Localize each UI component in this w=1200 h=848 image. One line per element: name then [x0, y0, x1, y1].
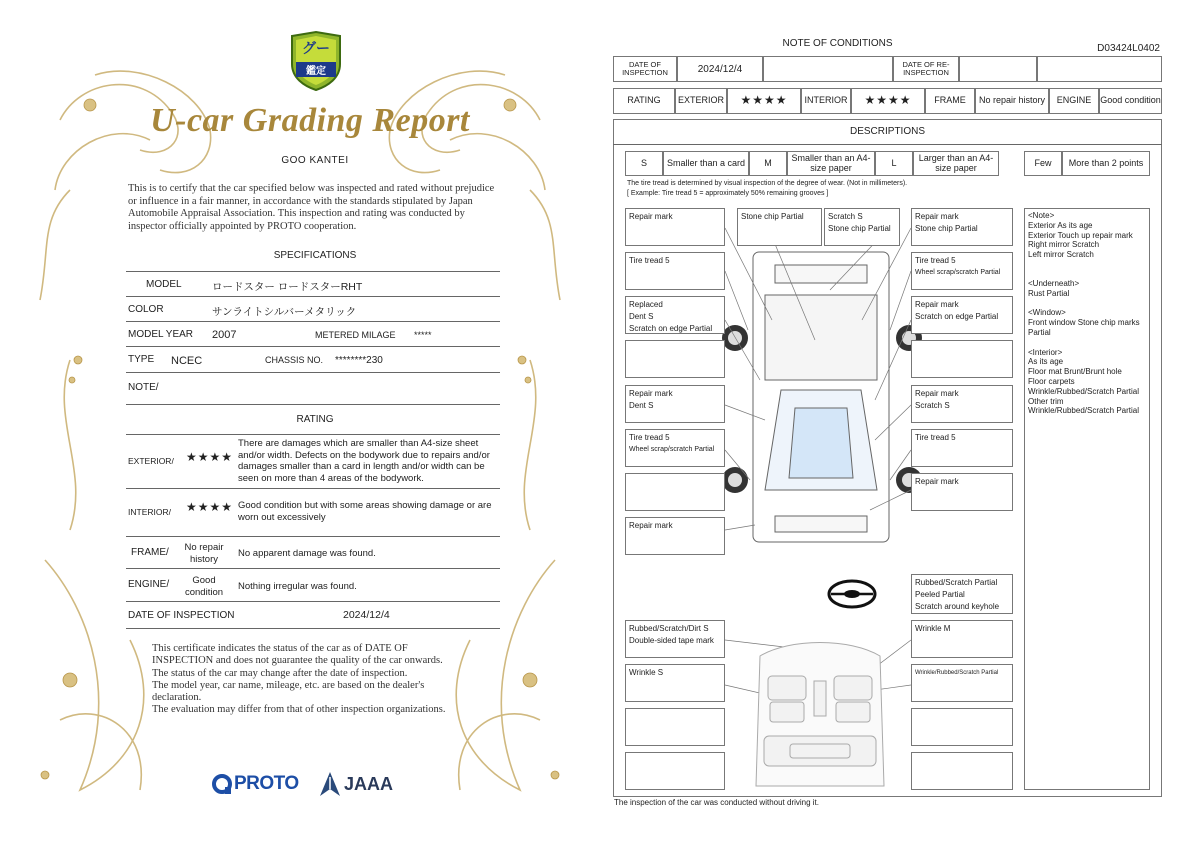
engine-value: Good condition	[1099, 88, 1162, 114]
date-of-inspection-value: 2024/12/4	[677, 56, 763, 82]
note-spacer	[1028, 338, 1146, 348]
repair-box-line: Tire tread 5	[629, 433, 670, 442]
badge-top-text: グー	[302, 40, 330, 56]
legend-key-s: S	[625, 151, 663, 176]
interior-box	[625, 708, 725, 746]
repair-box	[625, 252, 725, 290]
interior-box-line: Wrinkle/Rubbed/Scratch Partial	[915, 670, 999, 676]
note-of-conditions-title: NOTE OF CONDITIONS	[782, 38, 893, 49]
repair-box-line: Stone chip Partial	[741, 212, 804, 221]
date-of-inspection-value: 2024/12/4	[343, 609, 390, 621]
legend-value-l: Larger than an A4-size paper	[913, 151, 999, 176]
interior-description: Good condition but with some areas showing damage or are worn out excessively	[238, 500, 492, 523]
interior-box	[625, 664, 725, 702]
disclaimer-line: The evaluation may differ from that of other inspection organizations.	[152, 704, 446, 716]
color-value: サンライトシルバーメタリック	[212, 306, 357, 318]
repair-box-line: Repair mark	[915, 389, 959, 398]
chassis-value: ********230	[335, 355, 383, 366]
goo-kantei-badge	[288, 30, 344, 92]
repair-box-line: Repair mark	[915, 477, 959, 486]
interior-label: INTERIOR/	[128, 507, 171, 517]
repair-box	[911, 473, 1013, 511]
repair-box-line: Replaced	[629, 300, 663, 309]
interior-box	[911, 708, 1013, 746]
tire-example: [ Example: Tire tread 5 = approximately 50% remaining grooves ]	[627, 190, 829, 197]
repair-box-line: Dent S	[629, 312, 654, 321]
color-label: COLOR	[128, 304, 164, 315]
disclaimer-line: The model year, car name, mileage, etc. are based on the dealer's	[152, 679, 425, 691]
engine-description: Nothing irregular was found.	[238, 581, 357, 592]
note-label: NOTE/	[128, 382, 159, 393]
disclaimer-line: This certificate indicates the status of the car as of DATE OF	[152, 643, 408, 654]
repair-box-line: Tire tread 5	[915, 256, 956, 265]
interior-box	[911, 752, 1013, 790]
note-line: Other trim	[1028, 396, 1064, 406]
repair-box	[625, 340, 725, 378]
repair-box-line: Scratch on edge Partial	[915, 312, 999, 321]
repair-box-line: Scratch around keyhole	[915, 602, 1000, 611]
exterior-label: EXTERIOR	[675, 88, 727, 114]
note-line: Wrinkle/Rubbed/Scratch Partial	[1028, 386, 1140, 396]
frame-value: No repair history	[184, 542, 224, 565]
certification-text: This is to certify that the car specified below was inspected and rated without prejudice or influence in a fair manner, in accordance with the standards stipulated by Japan Automobile Appraisal Association. This inspection and rating was conducted by inspector officially appointed by PROTO cooperation.	[128, 183, 495, 232]
repair-box	[625, 517, 725, 555]
document-number: D03424L0402	[1097, 43, 1160, 54]
interior-box-line: Wrinkle M	[915, 624, 951, 633]
frame-label: FRAME/	[131, 547, 169, 558]
note-line: Front window Stone chip marks Partial	[1028, 318, 1140, 337]
interior-box	[911, 664, 1013, 702]
repair-box	[625, 429, 725, 467]
disclaimer-line: declaration.	[152, 692, 202, 704]
jaaa-logo-text: JAAA	[344, 773, 394, 794]
specifications-heading: SPECIFICATIONS	[273, 250, 357, 261]
repair-box	[911, 208, 1013, 246]
note-of-conditions	[600, 0, 1200, 848]
jaaa-logo	[318, 770, 398, 798]
note-line: Floor carpets	[1028, 376, 1075, 386]
note-line: Floor mat Brunt/Brunt hole	[1028, 367, 1122, 377]
engine-label: ENGINE/	[128, 579, 170, 590]
legend-key-l: L	[875, 151, 913, 176]
type-label: TYPE	[128, 354, 155, 365]
repair-box-line: Stone chip Partial	[915, 224, 978, 233]
note-line: <Underneath>	[1028, 278, 1080, 288]
disclaimer-line: The status of the car may change after the date of inspection.	[152, 667, 408, 679]
repair-box-line: Tire tread 5	[629, 256, 670, 265]
interior-box	[911, 620, 1013, 658]
repair-box-line: Repair mark	[629, 212, 673, 221]
badge-bottom-text: 鑑定	[296, 62, 336, 77]
repair-box	[625, 296, 725, 334]
repair-box	[911, 340, 1013, 378]
repair-box	[625, 385, 725, 423]
repair-box-line: Dent S	[629, 401, 654, 410]
legend-key-few: Few	[1024, 151, 1062, 176]
repair-box-line: Repair mark	[629, 521, 673, 530]
frame-description: No apparent damage was found.	[238, 548, 376, 559]
date-of-inspection-label: DATE OF INSPECTION	[128, 610, 235, 621]
repair-box	[625, 473, 725, 511]
note-line: Exterior Touch up repair mark	[1028, 230, 1133, 240]
note-line: <Window>	[1028, 308, 1066, 318]
legend-value-few: More than 2 points	[1062, 151, 1150, 176]
repair-box	[911, 252, 1013, 290]
repair-box-line: Peeled Partial	[915, 590, 965, 599]
interior-stars: ★★★★	[186, 500, 234, 514]
proto-logo-icon	[212, 773, 234, 795]
notes-panel	[1024, 208, 1150, 790]
note-line: Left mirror Scratch	[1028, 250, 1094, 260]
repair-box	[911, 574, 1013, 614]
mileage-label: METERED MILAGE	[315, 330, 396, 340]
model-label: MODEL	[146, 279, 182, 290]
note-line: <Interior>	[1028, 347, 1063, 357]
mileage-value: *****	[414, 330, 432, 340]
certificate-disclaimer	[152, 643, 482, 717]
date-of-inspection-label: DATE OF INSPECTION	[613, 56, 677, 82]
proto-logo	[212, 770, 312, 798]
legend-key-m: M	[749, 151, 787, 176]
repair-box-line: Repair mark	[629, 389, 673, 398]
interior-label: INTERIOR	[801, 88, 851, 114]
type-value: NCEC	[171, 355, 203, 367]
inspection-footer: The inspection of the car was conducted without driving it.	[614, 798, 819, 807]
repair-box	[911, 385, 1013, 423]
interior-box-line: Rubbed/Scratch/Dirt S	[629, 624, 709, 633]
exterior-stars: ★★★★	[186, 450, 234, 464]
jaaa-logo-icon	[318, 771, 342, 797]
tire-note: The tire tread is determined by visual inspection of the degree of wear. (Not in millimeters).	[627, 180, 908, 187]
model-year-label: MODEL YEAR	[128, 329, 194, 340]
steering-wheel-icon	[826, 578, 878, 610]
repair-box-line: Stone chip Partial	[828, 224, 891, 233]
exterior-stars: ★★★★	[727, 88, 801, 114]
note-line: As its age	[1028, 357, 1064, 367]
repair-box	[625, 208, 725, 246]
repair-box-line: Repair mark	[915, 212, 959, 221]
frame-value: No repair history	[975, 88, 1049, 114]
interior-box	[625, 620, 725, 658]
repair-box	[824, 208, 900, 246]
repair-box-line: Rubbed/Scratch Partial	[915, 578, 998, 587]
report-title: U-car Grading Report	[150, 102, 470, 139]
legend-value-m: Smaller than an A4-size paper	[787, 151, 875, 176]
repair-box-line: Wheel scrap/scratch Partial	[915, 269, 1001, 276]
frame-label: FRAME	[925, 88, 975, 114]
engine-value: Good condition	[184, 575, 224, 598]
note-spacer	[1028, 299, 1146, 309]
repair-box-line: Tire tread 5	[915, 433, 956, 442]
chassis-label: CHASSIS NO.	[265, 355, 324, 365]
exterior-description: There are damages which are smaller than A4-size sheet and/or width. Defects on the bodywork due to repairs and/or damages smaller than a card in length and/or width can be seen on more than 4 areas of the bodywork.	[238, 438, 490, 484]
note-line: Right mirror Scratch	[1028, 240, 1100, 250]
exterior-label: EXTERIOR/	[128, 456, 174, 466]
note-spacer	[1028, 260, 1146, 279]
repair-box-line: Scratch S	[915, 401, 950, 410]
interior-box	[625, 752, 725, 790]
rating-heading: RATING	[296, 414, 334, 425]
engine-label: ENGINE	[1049, 88, 1099, 114]
report-subtitle: GOO KANTEI	[281, 155, 349, 166]
model-year-value: 2007	[212, 329, 237, 341]
disclaimer-line: INSPECTION and does not guarantee the quality of the car onwards.	[152, 655, 443, 667]
note-line: Exterior As its age	[1028, 220, 1093, 230]
car-interior-diagram	[750, 636, 890, 796]
date-of-reinspection-label: DATE OF RE-INSPECTION	[893, 56, 959, 82]
legend-value-s: Smaller than a card	[663, 151, 749, 176]
note-line: Rust Partial	[1028, 288, 1070, 298]
repair-box-line: Scratch on edge Partial	[629, 324, 713, 333]
repair-box-line: Repair mark	[915, 300, 959, 309]
interior-stars: ★★★★	[851, 88, 925, 114]
proto-logo-text: PROTO	[234, 773, 299, 794]
interior-box-line: Double-sided tape mark	[629, 636, 714, 645]
descriptions-heading: DESCRIPTIONS	[849, 126, 925, 137]
rating-label: RATING	[613, 88, 675, 114]
repair-box-line: Wheel scrap/scratch Partial	[629, 446, 715, 453]
note-line: Wrinkle/Rubbed/Scratch Partial	[1028, 406, 1140, 416]
repair-box-line: Scratch S	[828, 212, 863, 221]
repair-box	[737, 208, 822, 246]
repair-box	[911, 429, 1013, 467]
repair-box	[911, 296, 1013, 334]
note-line: <Note>	[1028, 211, 1055, 220]
model-value: ロードスター ロードスターRHT	[212, 281, 363, 293]
interior-box-line: Wrinkle S	[629, 668, 664, 677]
